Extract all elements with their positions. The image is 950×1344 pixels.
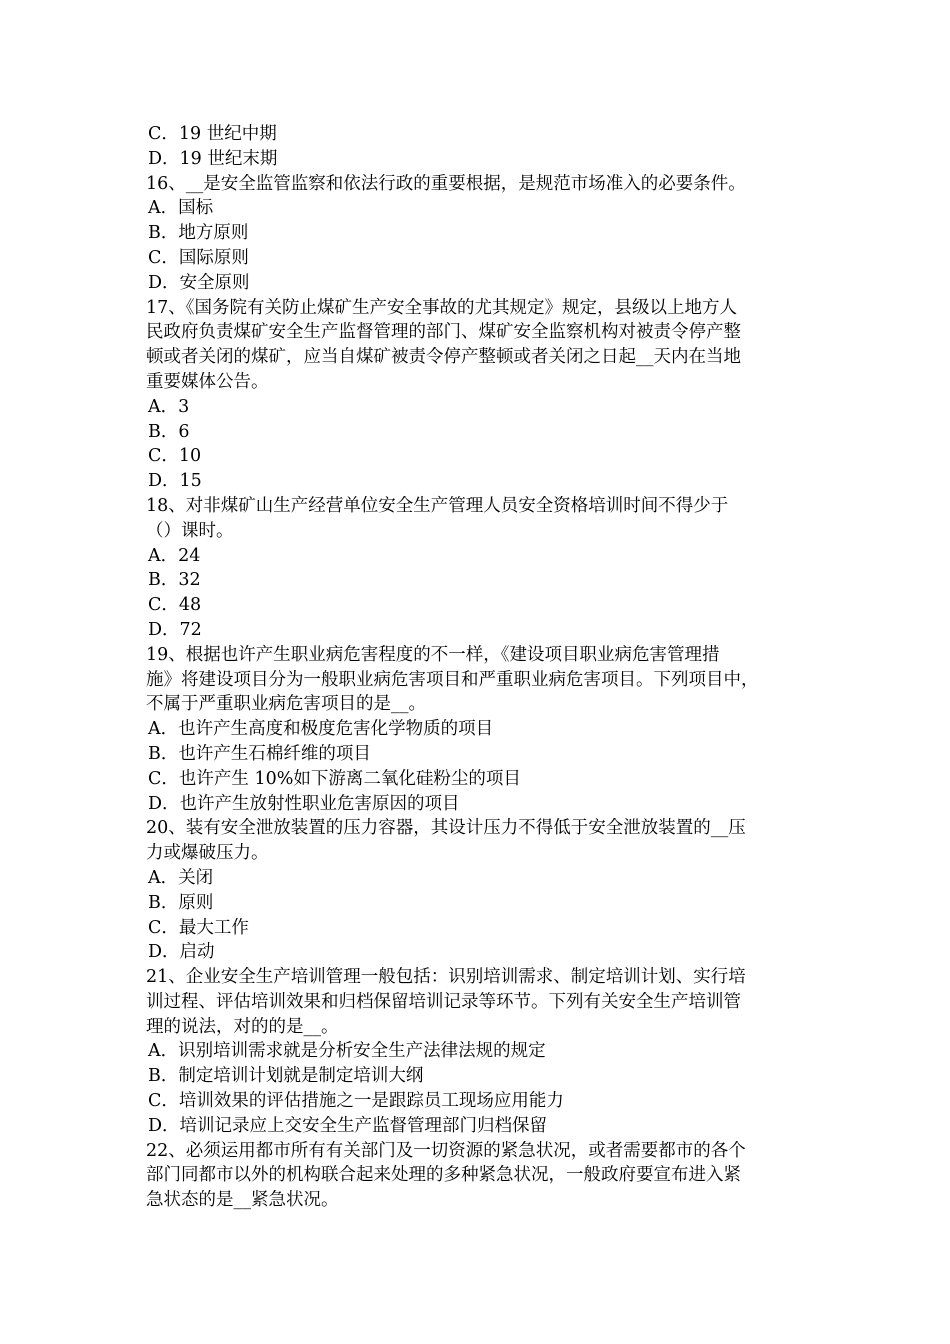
option-a: A．也许产生高度和极度危害化学物质的项目 [148,719,494,740]
option-b: B．6 [148,421,190,442]
question-list [146,122,816,1213]
option-d: D．安全原则 [148,272,250,293]
option-d: D．也许产生放射性职业危害原因的项目 [148,793,460,814]
question-19-line: 施》将建设项目分为一般职业病危害项目和严重职业病危害项目。下列项目中， [146,669,759,690]
question-20-line: 20、装有安全泄放装置的压力容器，其设计压力不得低于安全泄放装置的__压 [146,818,746,839]
question-18-line: 18、对非煤矿山生产经营单位安全生产管理人员安全资格培训时间不得少于 [146,495,729,516]
question-22-line: 22、必须运用都市所有有关部门及一切资源的紧急状况，或者需要都市的各个 [146,1140,746,1161]
question-19-line: 不属于严重职业病危害项目的是__。 [146,694,426,715]
option-d: D．72 [148,619,202,640]
question-17-line: 重要媒体公告。 [146,371,269,392]
question-22-line: 急状态的是__紧急状况。 [146,1190,339,1211]
option-a: A．国标 [148,198,214,219]
question-21-line: 训过程、评估培训效果和归档保留培训记录等环节。下列有关安全生产培训管 [146,991,741,1012]
option-a: A．关闭 [148,867,214,888]
question-16: 16、__是安全监管监察和依法行政的重要根据，是规范市场准入的必要条件。 [146,173,746,194]
option-c: C．也许产生 10%如下游离二氧化硅粉尘的项目 [148,768,521,789]
question-20-line: 力或爆破压力。 [146,843,269,864]
question-17-line: 17、《国务院有关防止煤矿生产安全事故的尤其规定》规定，县级以上地方人 [146,297,738,318]
question-17-line: 民政府负责煤矿安全生产监督管理的部门、煤矿安全监察机构对被责令停产整 [146,322,741,343]
option-a: A．3 [148,396,190,417]
option-d: D．培训记录应上交安全生产监督管理部门归档保留 [148,1115,548,1136]
option-c: C．10 [148,446,202,467]
option-c: C．48 [148,595,202,616]
option-c: C．最大工作 [148,917,249,938]
option-d: D．启动 [148,942,215,963]
option-a: A．24 [148,545,201,566]
question-19-line: 19、根据也许产生职业病危害程度的不一样，《建设项目职业病危害管理措 [146,644,720,665]
option-b: B．制定培训计划就是制定培训大纲 [148,1066,424,1087]
question-21-line: 21、企业安全生产培训管理一般包括：识别培训需求、制定培训计划、实行培 [146,967,746,988]
option-b: B．地方原则 [148,223,249,244]
option-c: C．国际原则 [148,247,249,268]
option-b: B．原则 [148,892,214,913]
option-c: C．培训效果的评估措施之一是跟踪员工现场应用能力 [148,1091,564,1112]
option-a: A．识别培训需求就是分析安全生产法律法规的规定 [148,1041,546,1062]
option-d: D．15 [148,471,202,492]
option-b: B．也许产生石棉纤维的项目 [148,743,371,764]
option-b: B．32 [148,570,201,591]
question-17-line: 顿或者关闭的煤矿，应当自煤矿被责令停产整顿或者关闭之日起__天内在当地 [146,347,741,368]
question-22-line: 部门同都市以外的机构联合起来处理的多种紧急状况，一般政府要宣布进入紧 [146,1165,741,1186]
question-18-line: （）课时。 [146,520,234,541]
question-21-line: 理的说法，对的的是__。 [146,1016,339,1037]
option-c: C．19 世纪中期 [148,124,277,144]
option-d: D．19 世纪末期 [148,148,278,169]
